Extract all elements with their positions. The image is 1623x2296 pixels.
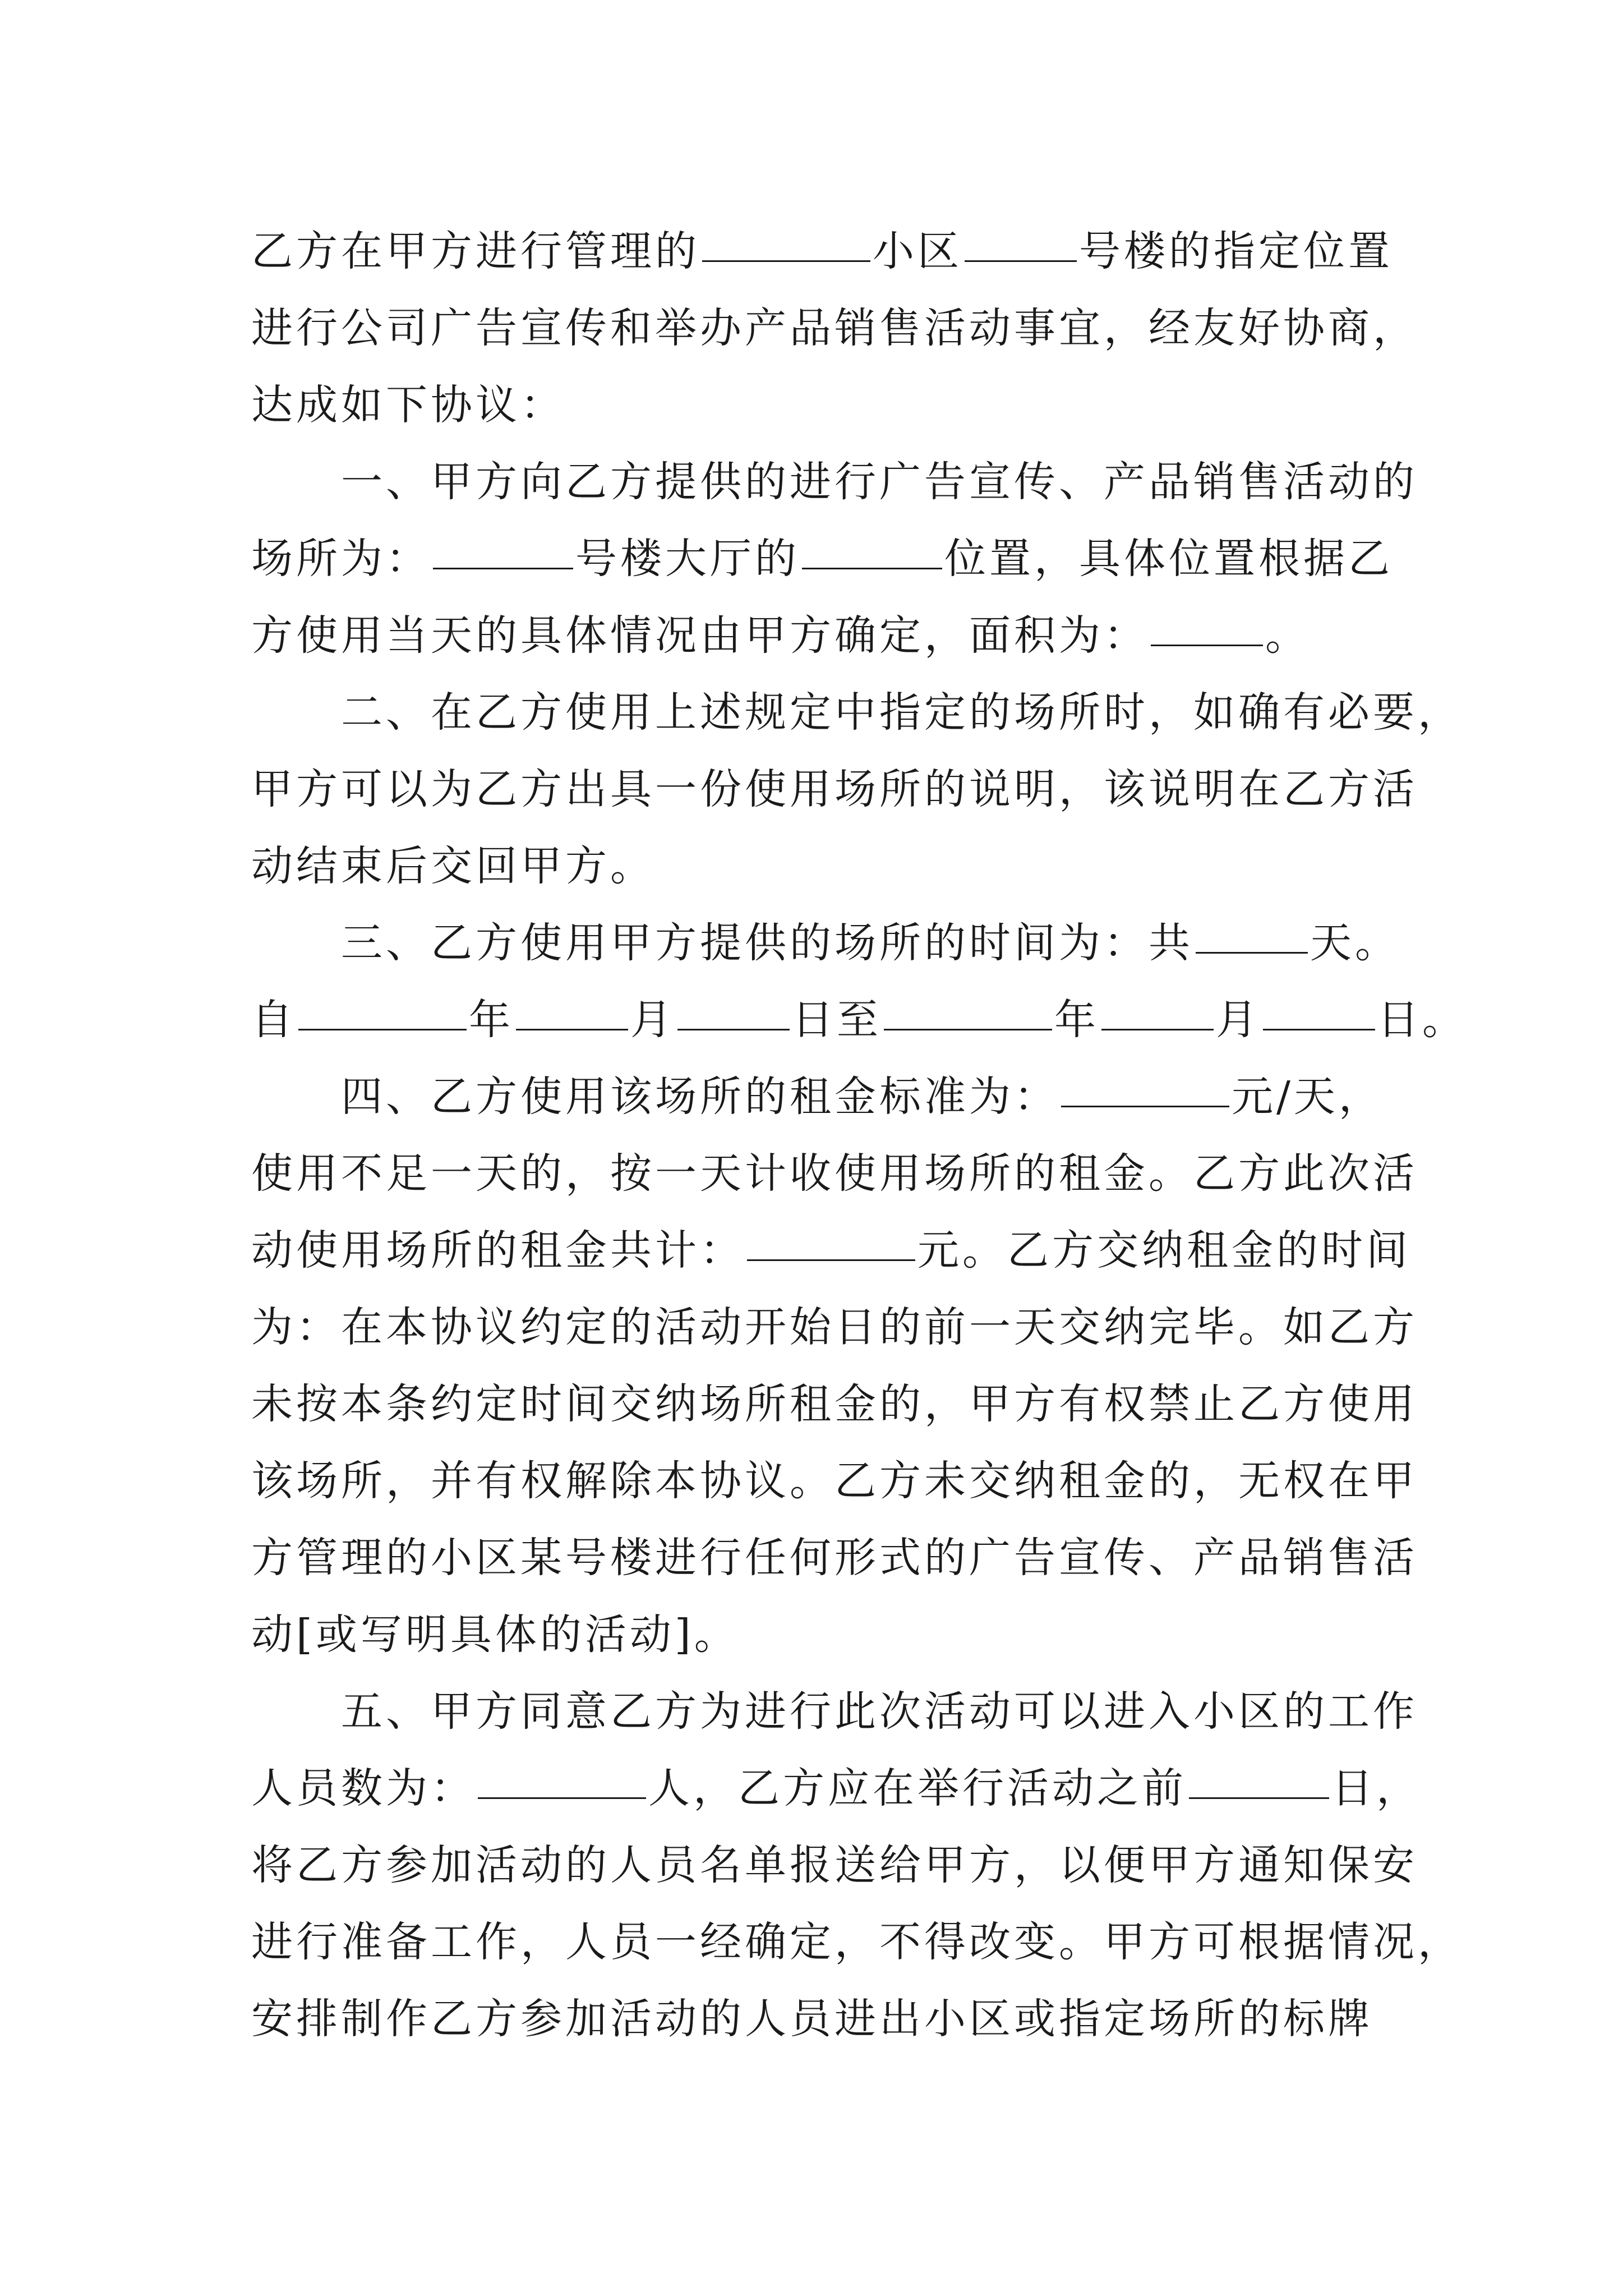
text-line: 动结束后交回甲方。 xyxy=(251,842,655,890)
fill-blank xyxy=(478,1765,646,1799)
text-line: 为：在本协议约定的活动开始日的前一天交纳完毕。如乙方 xyxy=(251,1303,1418,1351)
text-line: 自 年 月 日至 年 月 日。 xyxy=(251,996,1467,1044)
fill-blank xyxy=(1196,919,1308,954)
fill-blank xyxy=(1263,996,1375,1030)
text-line: 三、乙方使用甲方提供的场所的时间为：共 天。 xyxy=(341,919,1400,967)
text-line: 该场所，并有权解除本协议。乙方未交纳租金的，无权在甲 xyxy=(251,1457,1418,1505)
text-line: 甲方可以为乙方出具一份使用场所的说明，该说明在乙方活 xyxy=(251,765,1418,813)
text-line: 五、甲方同意乙方为进行此次活动可以进入小区的工作 xyxy=(341,1687,1418,1736)
text-line: 场所为： 号楼大厅的 位置，具体位置根据乙 xyxy=(251,535,1393,583)
text-line: 使用不足一天的，按一天计收使用场所的租金。乙方此次活 xyxy=(251,1149,1418,1198)
fill-blank xyxy=(677,996,790,1030)
text-line: 方使用当天的具体情况由甲方确定，面积为： 。 xyxy=(251,611,1310,660)
text-line: 达成如下协议： xyxy=(251,381,565,429)
fill-blank xyxy=(516,996,628,1030)
fill-blank xyxy=(1061,1073,1229,1107)
fill-blank xyxy=(298,996,467,1030)
text-line: 乙方在甲方进行管理的 小区 号楼的指定位置 xyxy=(251,227,1393,275)
fill-blank xyxy=(802,535,942,569)
fill-blank xyxy=(1189,1765,1329,1799)
fill-blank xyxy=(965,228,1077,262)
text-line: 动[或写明具体的活动]。 xyxy=(251,1611,739,1659)
text-line: 进行公司广告宣传和举办产品销售活动事宜，经友好协商， xyxy=(251,304,1418,352)
text-line: 进行准备工作，人员一经确定，不得改变。甲方可根据情况， xyxy=(251,1918,1463,1966)
document-page xyxy=(251,213,1467,2058)
fill-blank xyxy=(702,228,870,262)
text-line: 将乙方参加活动的人员名单报送给甲方，以便甲方通知保安 xyxy=(251,1841,1418,1889)
text-line: 动使用场所的租金共计： 元。乙方交纳租金的时间 xyxy=(251,1226,1411,1274)
fill-blank xyxy=(1101,996,1214,1030)
fill-blank xyxy=(747,1227,915,1261)
text-line: 一、甲方向乙方提供的进行广告宣传、产品销售活动的 xyxy=(341,458,1418,506)
text-line: 四、乙方使用该场所的租金标准为： 元/天， xyxy=(341,1073,1384,1121)
text-line: 未按本条约定时间交纳场所租金的，甲方有权禁止乙方使用 xyxy=(251,1380,1418,1428)
fill-blank xyxy=(433,535,573,569)
text-line: 安排制作乙方参加活动的人员进出小区或指定场所的标牌 xyxy=(251,1995,1373,2043)
fill-blank xyxy=(1151,612,1263,646)
text-line: 二、在乙方使用上述规定中指定的场所时，如确有必要， xyxy=(341,688,1463,737)
text-line: 方管理的小区某号楼进行任何形式的广告宣传、产品销售活 xyxy=(251,1534,1418,1582)
fill-blank xyxy=(884,996,1052,1030)
text-line: 人员数为： 人，乙方应在举行活动之前 日， xyxy=(251,1764,1421,1812)
